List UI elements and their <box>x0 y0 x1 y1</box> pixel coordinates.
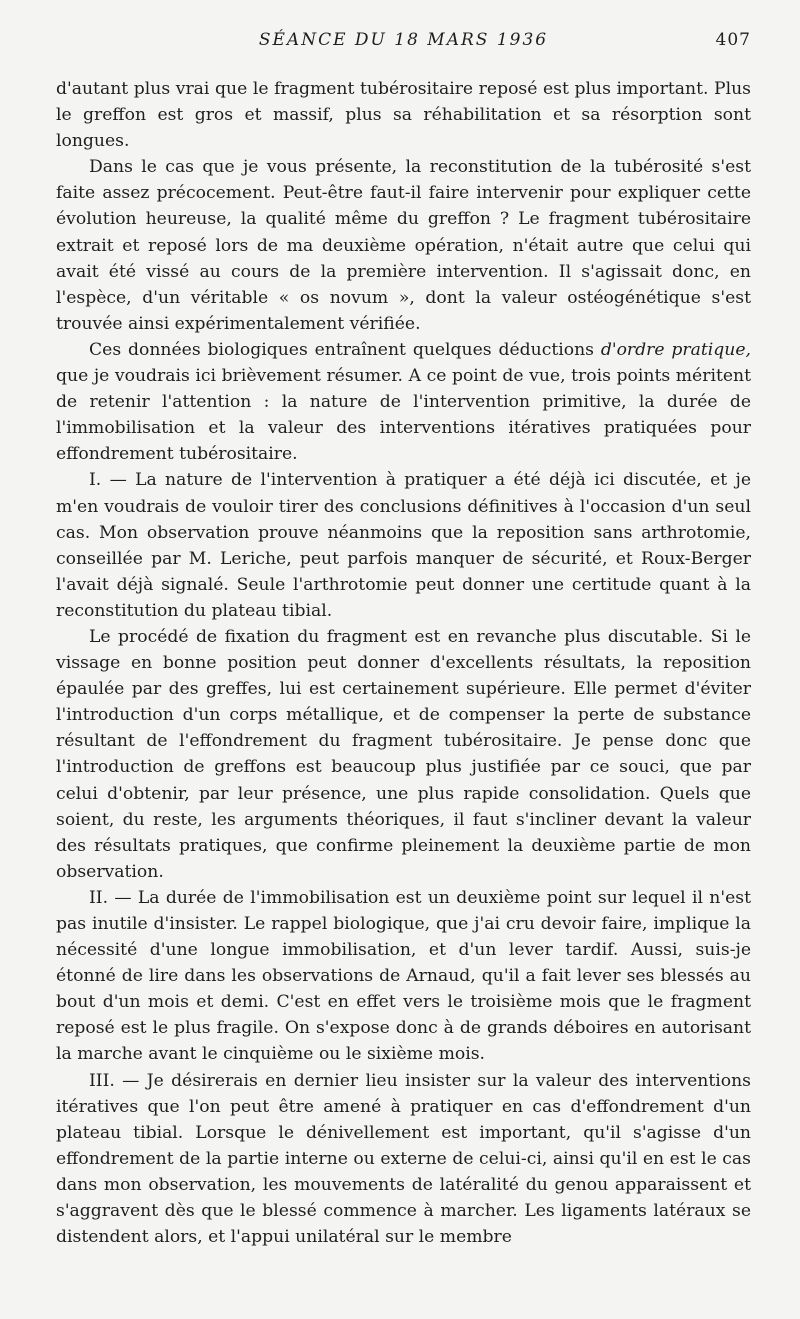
paragraph-reconstitution: Dans le cas que je vous présente, la reconstitution de la tubérosité s'est faite assez précocement. Peut-être faut-il faire intervenir pour expliquer cette évolution heureuse, la qualité même du greffon ? Le fragment tubérositaire extrait et reposé lors de ma deuxième opération, n'était autre que celui qui avait été vissé au cours de la première intervention. Il s'agissait donc, en l'espèce, d'un véritable « os novum », dont la valeur ostéogénétique s'est trouvée ainsi expérimentalement vérifiée. <box>56 157 751 334</box>
page-number: 407 <box>715 30 751 50</box>
paragraph-point-three: III. — Je désirerais en dernier lieu insister sur la valeur des interventions itératives que l'on peut être amené à pratiquer en cas d'effondrement d'un plateau tibial. Lorsque le dénivellement est important, qu'il s'agisse d'un effondrement de la partie interne ou externe de celui-ci, ainsi qu'il en est le cas dans mon observation, les mouvements de latéralité du genou apparaissent et s'aggravent dès que le blessé commence à marcher. Les ligaments latéraux se distendent alors, et l'appui unilatéral sur le membre <box>56 1070 751 1248</box>
deductions-italic-phrase: d'ordre pratique, <box>600 339 751 360</box>
deductions-text-start: Ces données biologiques entraînent quelques déductions <box>89 339 601 360</box>
paragraph-continuation: d'autant plus vrai que le fragment tubérositaire reposé est plus important. Plus le greffon est gros et massif, plus sa réhabilitation et sa résorption sont longues. <box>56 79 751 152</box>
paragraph-fixation: Le procédé de fixation du fragment est en revanche plus discutable. Si le vissage en bonne position peut donner d'excellents résultats, la reposition épaulée par des greffes, lui est certainement supérieure. Elle permet d'éviter l'introduction d'un corps métallique, et de compenser la perte de substance résultant de l'effondrement du fragment tubérositaire. Je pense donc que l'introduction de greffons est beaucoup plus justifiée par ce souci, que par celui d'obtenir, par leur présence, une plus rapide consolidation. Quels que soient, du reste, les arguments théoriques, il faut s'incliner devant la valeur des résultats pratiques, que confirme pleinement la deuxième partie de mon observation. <box>56 626 751 882</box>
body-text <box>56 76 751 1250</box>
running-head: SÉANCE DU 18 MARS 1936 <box>258 30 549 50</box>
page-header <box>56 30 751 54</box>
paragraph-deductions <box>56 337 751 467</box>
paragraph-point-two: II. — La durée de l'immobilisation est un deuxième point sur lequel il n'est pas inutile d'insister. Le rappel biologique, que j'ai cru devoir faire, implique la nécessité d'une longue immobilisation, et d'un lever tardif. Aussi, suis-je étonné de lire dans les observations de Arnaud, qu'il a fait lever ses blessés au bout d'un mois et demi. C'est en effet vers le troisième mois que le fragment reposé est le plus fragile. On s'expose donc à de grands déboires en autorisant la marche avant le cinquième ou le sixième mois. <box>56 887 751 1065</box>
paragraph-point-one: I. — La nature de l'intervention à pratiquer a été déjà ici discutée, et je m'en voudrais de vouloir tirer des conclusions définitives à l'occasion d'un seul cas. Mon observation prouve néanmoins que la reposition sans arthrotomie, conseillée par M. Leriche, peut parfois manquer de sécurité, et Roux-Berger l'avait déjà signalé. Seule l'arthrotomie peut donner une certitude quant à la reconstitution du plateau tibial. <box>56 470 751 621</box>
deductions-text-end: que je voudrais ici brièvement résumer. A ce point de vue, trois points méritent de retenir l'attention : la nature de l'intervention primitive, la durée de l'immobilisation et la valeur des interventions itératives pratiquées pour effondrement tubérositaire. <box>56 366 751 465</box>
